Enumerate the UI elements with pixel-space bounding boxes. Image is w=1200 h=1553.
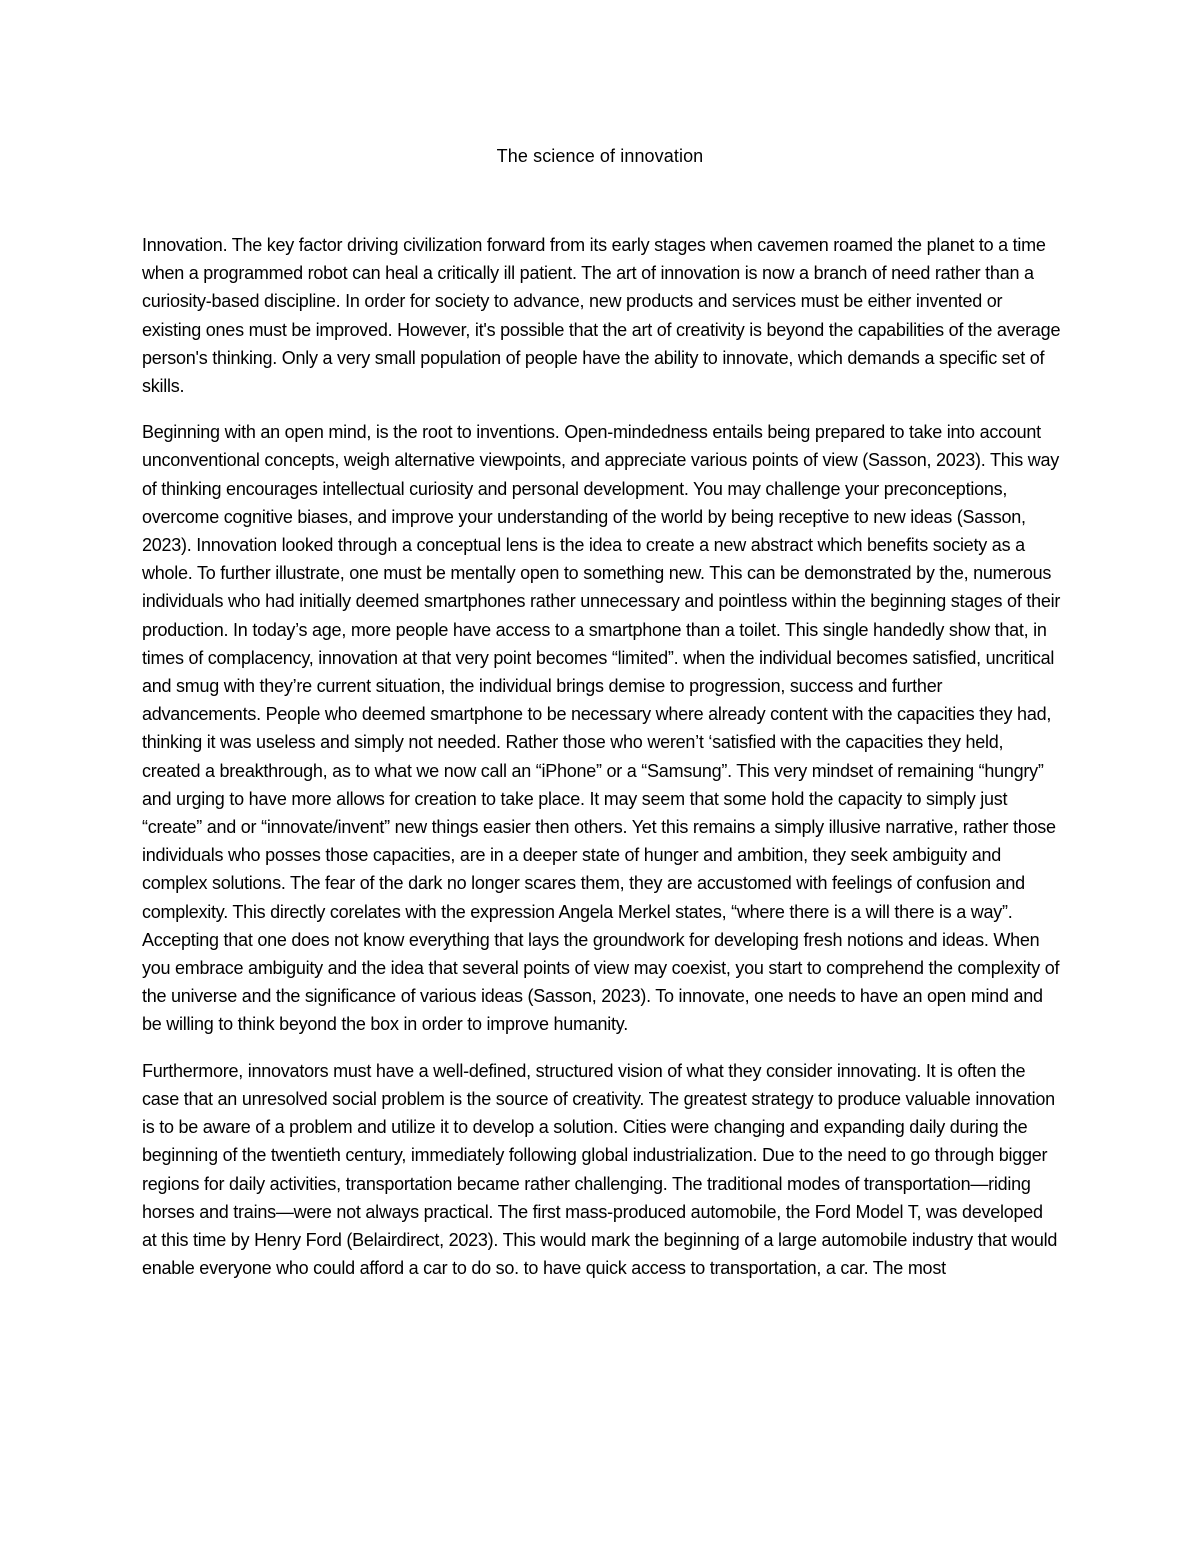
- text-line: individuals who posses those capacities, are in a deeper state of hunger and ambition, they seek: [142, 845, 888, 866]
- text-line: always practical. The first mass-produced automobile, the Ford Model T, was developed at this time by: [142, 1201, 1043, 1250]
- text-line: ambiguity and complex solutions. The fear of the dark no longer scares them, they are accustomed with: [142, 845, 1002, 894]
- text-line: to think beyond the box in order to improve humanity.: [218, 1014, 628, 1035]
- text-line: production. In today’s age, more people have access to a smartphone than a toilet. This single handedly: [142, 619, 945, 640]
- text-line: Beginning with an open mind, is the root to inventions. Open-mindedness entails being prepared to take: [142, 422, 943, 443]
- text-line: significance of various ideas (Sasson, 2023). To innovate, one needs to have an open mind and be willing: [142, 986, 1043, 1035]
- text-line: the world by being receptive to new ideas (Sasson, 2023). Innovation looked through a conceptual lens is: [142, 506, 1026, 556]
- text-line: view (Sasson, 2023). This way of thinking encourages intellectual curiosity and personal development.: [142, 450, 1059, 499]
- text-line: changing and expanding daily during the beginning of the twentieth century, immediately following: [142, 1117, 1028, 1166]
- text-line: “where there is a will there is a way”. Accepting that one does not know everything that lays the: [142, 901, 1013, 950]
- text-line: and services must be either invented or existing ones must be improved. However, it's possible that the: [142, 291, 1003, 340]
- text-line: allows for creation to take place. It may seem that some hold the capacity to simply just “create” and or: [142, 788, 1008, 838]
- text-line: where already content with the capacities they had, thinking it was useless and simply not needed.: [142, 704, 1052, 753]
- text-line: mentally open to something new. This can be demonstrated by the, numerous individuals who had: [142, 563, 1052, 612]
- text-line: Furthermore, innovators must have a well-defined, structured vision of what they consider innovating. It: [142, 1060, 936, 1081]
- document-title: The science of innovation: [496, 146, 704, 166]
- text-line: produce valuable innovation is to be aware of a problem and utilize it to develop a solution. Cities were: [142, 1088, 1055, 1138]
- text-line: is often the case that an unresolved social problem is the source of creativity. The greatest strategy to: [142, 1060, 1026, 1109]
- text-line: Innovation. The key factor driving civilization forward from its early stages when cavemen roamed the: [142, 235, 922, 255]
- text-line: Henry Ford (Belairdirect, 2023). This would mark the beginning of a large automobile industry that would: [254, 1229, 1058, 1250]
- paragraph-1: [142, 231, 1062, 400]
- text-line: global industrialization. Due to the need to go through bigger regions for daily activities, transportation: [142, 1145, 1048, 1194]
- text-line: Rather those who weren’t ‘satisfied with the capacities they held, created a breakthrough, as to what we: [142, 732, 1004, 781]
- text-line: becomes satisfied, uncritical and smug with they’re current situation, the individual brings demise to: [142, 647, 1055, 697]
- text-line: groundwork for developing fresh notions and ideas. When you embrace ambiguity and the idea that: [142, 929, 1040, 979]
- text-line: several points of view may coexist, you start to comprehend the complexity of the universe and the: [142, 958, 1060, 1007]
- text-line: You may challenge your preconceptions, overcome cognitive biases, and improve your understanding of: [142, 478, 1008, 527]
- document-body: [142, 231, 1062, 1300]
- text-line: enable everyone who could afford a car to do so. to have quick access to transportation, a car. The most: [142, 1258, 946, 1279]
- paragraph-2: [142, 418, 1062, 1038]
- text-line: planet to a time when a programmed robot can heal a critically ill patient. The art of innovation is now a: [142, 235, 1046, 284]
- text-line: progression, success and further advancements. People who deemed smartphone to be necessary: [142, 676, 943, 725]
- text-line: “innovate/invent” new things easier then others. Yet this remains a simply illusive narrative, rather those: [261, 817, 1056, 838]
- text-line: initially deemed smartphones rather unnecessary and pointless within the beginning stages of their: [299, 591, 1061, 612]
- text-line: of people have the ability to innovate, which demands a specific set of skills.: [142, 347, 1045, 397]
- text-line: show that, in times of complacency, innovation at that very point becomes “limited”. when the individual: [142, 619, 1047, 668]
- text-line: became rather challenging. The traditional modes of transportation—riding horses and trains—were not: [142, 1173, 1031, 1222]
- text-line: into account unconventional concepts, weigh alternative viewpoints, and appreciate various points of: [142, 422, 1041, 471]
- text-line: the idea to create a new abstract which benefits society as a whole. To further illustrate, one must be: [142, 535, 1025, 584]
- text-line: now call an “iPhone” or a “Samsung”. This very mindset of remaining “hungry” and urging to have more: [142, 760, 1044, 809]
- text-line: feelings of confusion and complexity. This directly corelates with the expression Angela Merkel states,: [142, 873, 1025, 922]
- text-line: art of creativity is beyond the capabilities of the average person's thinking. Only a very small population: [142, 319, 1061, 368]
- paragraph-3: [142, 1057, 1062, 1283]
- text-line: branch of need rather than a curiosity-based discipline. In order for society to advance, new products: [142, 263, 1034, 312]
